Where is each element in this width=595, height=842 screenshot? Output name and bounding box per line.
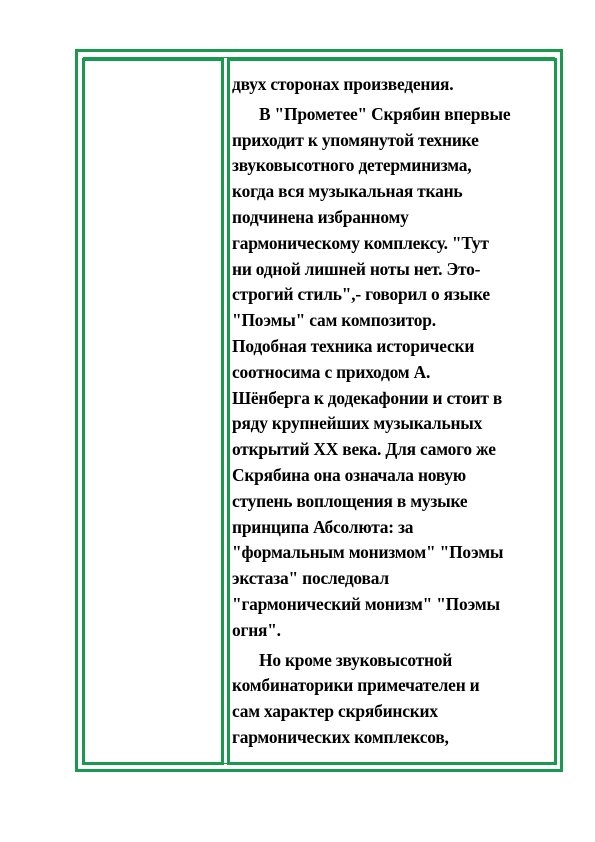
text-line: приходит к упомянутой технике: [232, 129, 479, 150]
text-line: Шёнберга к додекафонии и стоит в: [232, 387, 503, 408]
text-line: соотносима с приходом А.: [232, 361, 431, 382]
text-line: ступень воплощения в музыке: [232, 490, 468, 511]
left-margin-column: [82, 58, 224, 765]
text-line: принципа Абсолюта: за: [232, 516, 414, 537]
text-line: Скрябина она означала новую: [232, 464, 467, 485]
text-line: когда вся музыкальная ткань: [232, 181, 463, 202]
text-line: открытий XX века. Для самого же: [232, 439, 496, 460]
text-line: Но кроме звуковысотной: [259, 649, 453, 670]
text-line: ряду крупнейших музыкальных: [232, 413, 483, 434]
text-line: "Поэмы" сам композитор.: [232, 310, 436, 331]
text-line: огня".: [232, 619, 281, 640]
text-line: "формальным монизмом" "Поэмы: [232, 542, 504, 563]
text-line: комбинаторики примечателен и: [232, 675, 480, 696]
text-line: строгий стиль",- говорил о языке: [232, 284, 490, 305]
text-line: ни одной лишней ноты нет. Это-: [232, 258, 481, 279]
text-line: гармоническому комплексу. "Тут: [232, 232, 489, 253]
text-line: "гармонический монизм" "Поэмы: [232, 593, 500, 614]
text-line: двух сторонах произведения.: [232, 74, 454, 94]
text-line: В "Прометее" Скрябин впервые: [259, 103, 511, 124]
text-line: звуковысотного детерминизма,: [232, 155, 472, 176]
text-line: Подобная техника исторически: [232, 335, 475, 356]
text-line: сам характер скрябинских: [232, 701, 438, 722]
text-line: гармонических комплексов,: [232, 726, 449, 747]
text-line: подчинена избранному: [232, 206, 409, 227]
body-text: [232, 72, 554, 751]
text-line: экстаза" последовал: [232, 568, 389, 589]
